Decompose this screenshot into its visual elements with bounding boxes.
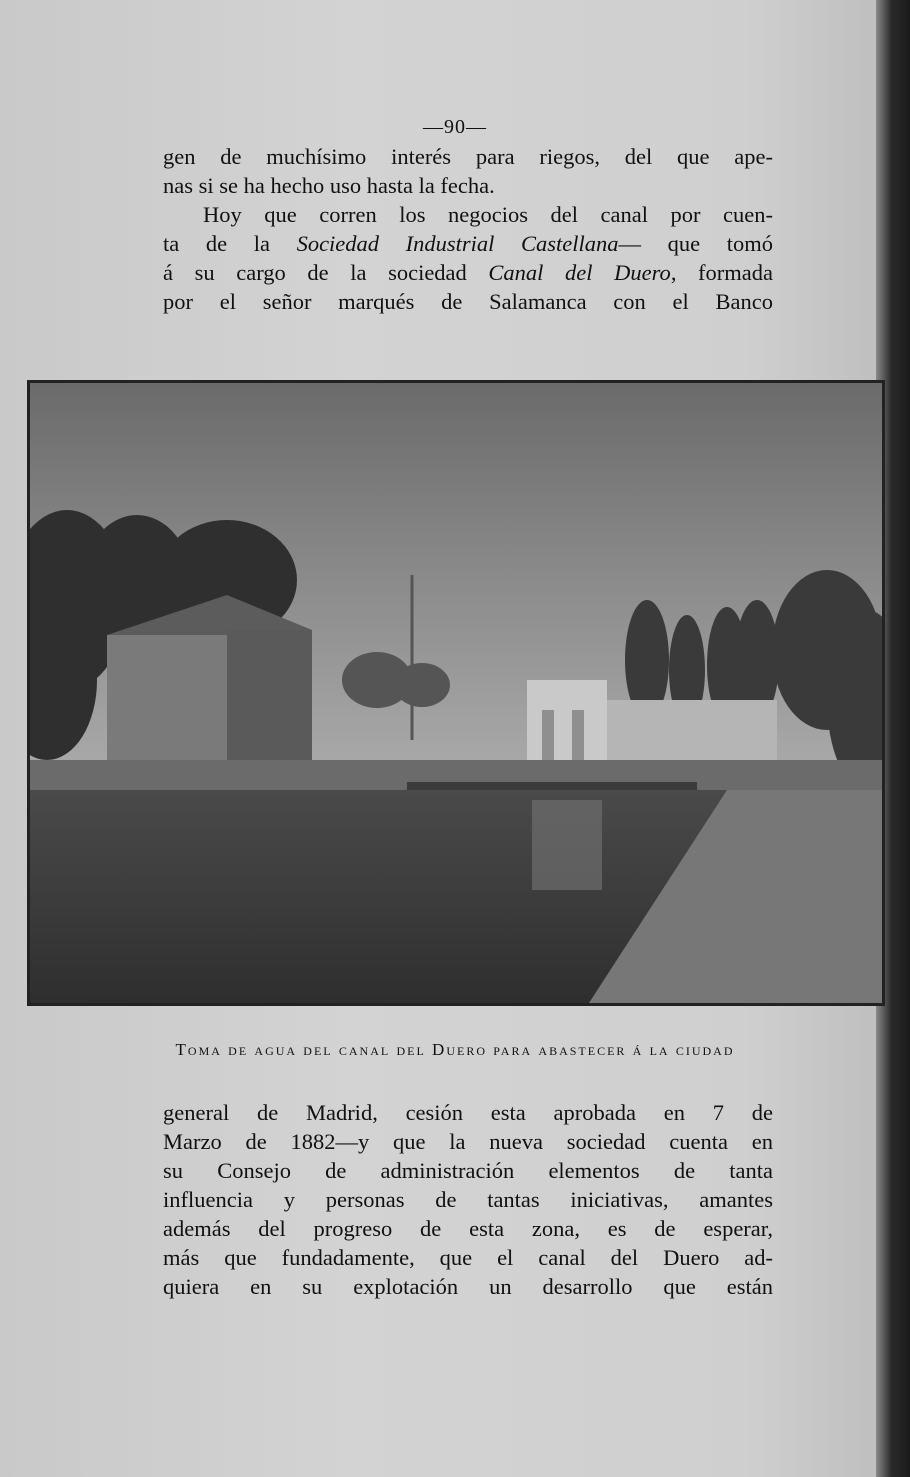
text-line [163, 258, 773, 287]
photo-caption: Toma de agua del canal del Duero para abastecer á la ciudad [175, 1040, 735, 1059]
text-line: por el señor marqués de Salamanca con el Banco [163, 289, 773, 314]
reflection [532, 800, 602, 890]
text-line: Marzo de 1882—y que la nueva sociedad cuenta en [163, 1129, 773, 1154]
text-line: más que fundadamente, que el canal del Duero ad- [163, 1245, 773, 1270]
text-line [163, 229, 773, 258]
text-line: nas si se ha hecho uso hasta la fecha. [163, 173, 495, 198]
company-name-italic: Sociedad Industrial Castellana [296, 231, 619, 256]
text-segment: ta de la [163, 231, 297, 256]
text-line: su Consejo de administración elementos de tanta [163, 1158, 773, 1183]
text-segment: , formada [670, 260, 774, 285]
canal-photograph [27, 380, 885, 1006]
text-line: gen de muchísimo interés para riegos, del que ape- [163, 144, 773, 169]
canal-name-italic: Canal del Duero [488, 260, 671, 285]
text-line: influencia y personas de tantas iniciativas, amantes [163, 1187, 773, 1212]
text-segment: — que tomó [618, 231, 773, 256]
text-segment: á su cargo de la sociedad [163, 260, 489, 285]
canal-photo-illustration [27, 380, 885, 1006]
text-line: además del progreso de esta zona, es de esperar, [163, 1216, 773, 1241]
top-paragraphs [163, 142, 773, 316]
text-line: Hoy que corren los negocios del canal por cuen- [203, 202, 773, 227]
text-line: quiera en su explotación un desarrollo que están [163, 1274, 773, 1299]
text-line: general de Madrid, cesión esta aprobada en 7 de [163, 1100, 773, 1125]
page-number: —90— [423, 116, 487, 138]
bottom-paragraph [163, 1098, 773, 1301]
